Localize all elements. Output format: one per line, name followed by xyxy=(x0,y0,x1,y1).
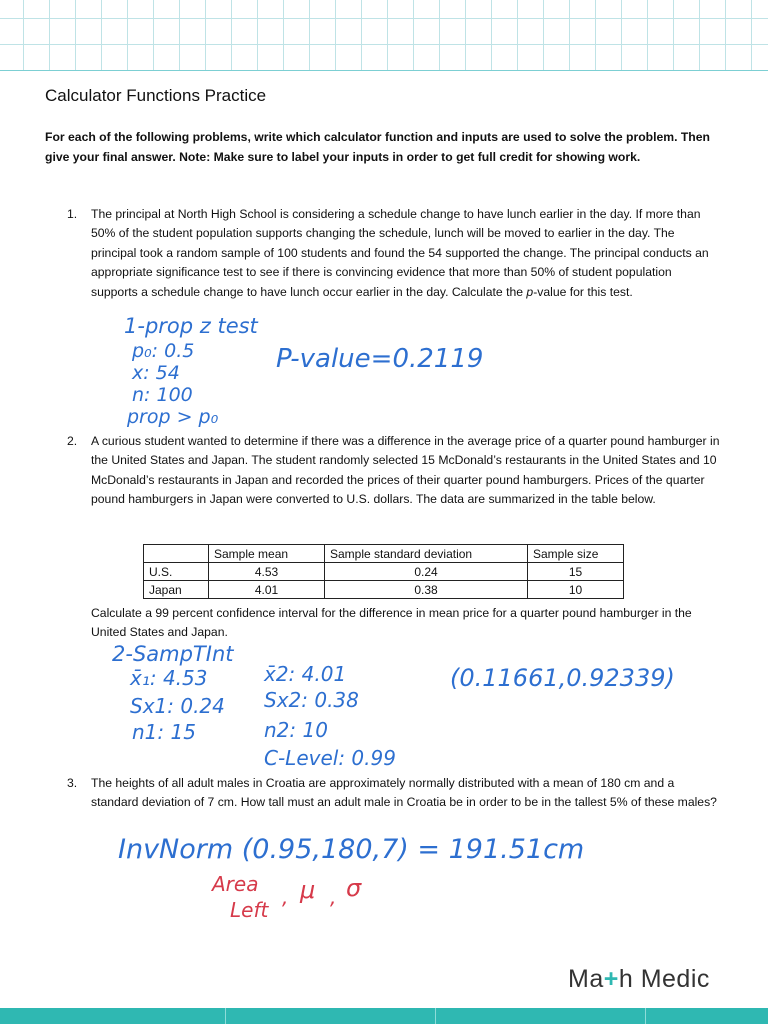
handwritten-input: prop > p₀ xyxy=(127,406,219,428)
table-row xyxy=(144,581,624,599)
problem-text: The principal at North High School is considering a schedule change to have lunch earlier in the day. If more than 50% of the student population supports changing the schedule, lunch will be moved to earlier in the day. The principal took a random sample of 100 students and found the 54 supported the change. The principal conducts an appropriate significance test to see if there is convincing evidence that more than 50% of student population supports a schedule change to have lunch occur earlier in the day. Calculate the p-value for this test. xyxy=(91,207,709,299)
table-cell: 4.01 xyxy=(209,581,325,599)
header-divider xyxy=(0,70,768,71)
table-cell: 10 xyxy=(528,581,624,599)
problem-text: The heights of all adult males in Croatia are approximately normally distributed with a mean of 180 cm and a standard deviation of 7 cm. How tall must an adult male in Croatia be in order to be in the tallest 5% of these males? xyxy=(91,776,717,810)
problem-number: 1. xyxy=(67,207,78,221)
page-title: Calculator Functions Practice xyxy=(45,86,267,105)
handwritten-input: n2: 10 xyxy=(264,718,328,742)
handwritten-input: x̄2: 4.01 xyxy=(264,662,347,686)
table-cell: 0.24 xyxy=(325,563,528,581)
handwritten-input: Sx2: 0.38 xyxy=(264,688,359,712)
summary-table xyxy=(143,544,624,599)
handwritten-input: x: 54 xyxy=(132,362,180,384)
footer-bar xyxy=(0,1008,768,1024)
table-cell: 4.53 xyxy=(209,563,325,581)
handwritten-answer: P-value=0.2119 xyxy=(276,344,484,374)
graph-paper-header xyxy=(0,0,768,70)
handwritten-answer: InvNorm (0.95,180,7) = 191.51cm xyxy=(118,834,585,865)
handwritten-function: 2-SampTInt xyxy=(112,642,234,666)
handwritten-input: n1: 15 xyxy=(132,720,196,744)
handwritten-annotation: , xyxy=(282,885,289,909)
table-header: Sample mean xyxy=(209,545,325,563)
table-cell: 15 xyxy=(528,563,624,581)
table-header-row xyxy=(144,545,624,563)
handwritten-input: Sx1: 0.24 xyxy=(130,694,225,718)
handwritten-annotation: Left xyxy=(230,898,269,922)
handwritten-input: x̄₁: 4.53 xyxy=(130,666,208,690)
handwritten-annotation: μ xyxy=(300,876,316,904)
handwritten-annotation: Area xyxy=(212,872,259,896)
table-header: Sample size xyxy=(528,545,624,563)
logo-text: h Medic xyxy=(618,965,710,993)
problem-text: A curious student wanted to determine if there was a difference in the average price of a quarter pound hamburger in the United States and Japan. The student randomly selected 15 McDonald’s restaurants in the United States and 10 McDonald’s restaurants in Japan and recorded the prices of their quarter pound hamburgers. Prices of the quarter pound hamburgers in Japan were converted to U.S. dollars. The data are summarized in the table below. xyxy=(91,434,720,507)
instructions: For each of the following problems, write which calculator function and inputs are used to solve the problem. Then give your final answer. Note: Make sure to label your inputs in order to get full credit for showing work. xyxy=(45,130,710,164)
math-medic-logo xyxy=(568,965,710,994)
table-header: Sample standard deviation xyxy=(325,545,528,563)
handwritten-answer: (0.11661,0.92339) xyxy=(450,664,675,692)
table-cell: Japan xyxy=(144,581,209,599)
problem-number: 2. xyxy=(67,434,78,448)
table-header xyxy=(144,545,209,563)
handwritten-annotation: , xyxy=(330,885,337,909)
plus-icon: + xyxy=(603,965,619,993)
table-row xyxy=(144,563,624,581)
problem-number: 3. xyxy=(67,776,78,790)
problem-text: Calculate a 99 percent confidence interval for the difference in mean price for a quarter pound hamburger in the United States and Japan. xyxy=(91,606,692,640)
handwritten-input: n: 100 xyxy=(132,384,193,406)
table-cell: U.S. xyxy=(144,563,209,581)
table-cell: 0.38 xyxy=(325,581,528,599)
handwritten-input: C-Level: 0.99 xyxy=(264,746,396,770)
handwritten-input: p₀: 0.5 xyxy=(132,340,195,362)
handwritten-annotation: σ xyxy=(346,874,362,902)
logo-text: Ma xyxy=(568,965,604,993)
handwritten-function: 1-prop z test xyxy=(124,314,258,338)
